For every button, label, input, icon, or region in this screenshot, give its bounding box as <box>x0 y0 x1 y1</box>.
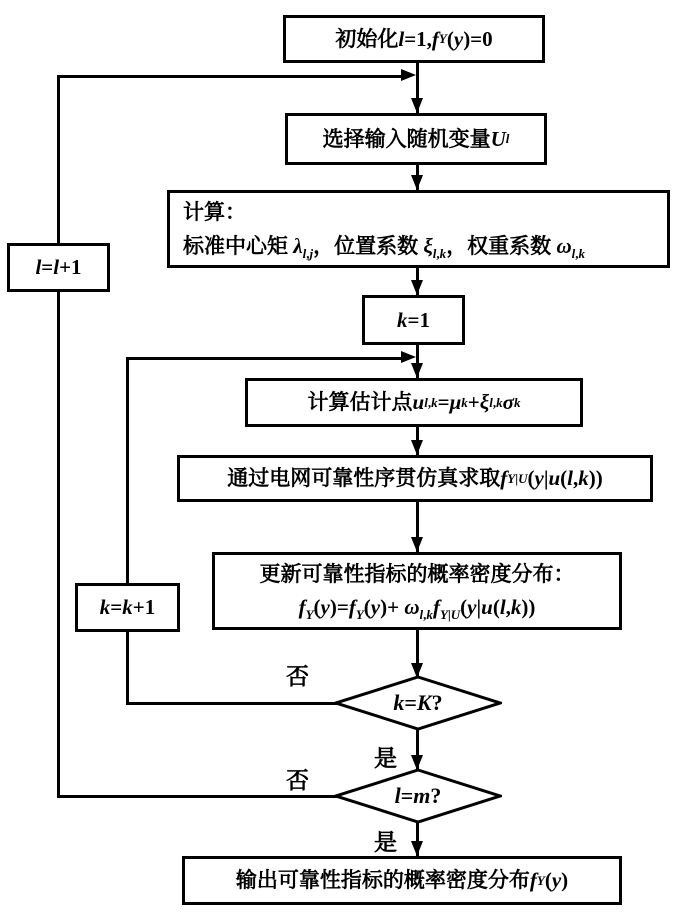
branch-label-no-k: 否 <box>286 664 309 689</box>
branch-label-yes-k: 是 <box>374 746 397 771</box>
node-k-init: k =1 <box>362 295 465 345</box>
connector-l-loop-vertical-upper <box>57 75 60 244</box>
arrowhead-k-loop-merge <box>401 351 416 363</box>
node-sequential-simulation: 通过电网可靠性序贯仿真求取 f Y|U ( y | u ( l , k )) <box>177 455 653 502</box>
node-compute-coefficients <box>167 190 670 268</box>
connector-l-loop-vertical-lower <box>57 292 60 798</box>
connector-k-loop-merge-horizontal <box>126 357 405 360</box>
connector-decision-k-no-horizontal <box>126 702 338 705</box>
decision-k-equals-K-label: k = K ? <box>393 690 443 715</box>
connector-decision-l-no-horizontal <box>57 795 338 798</box>
node-estimate-point: 计算估计点 u l,k = μ k + ξ l,k σ k <box>245 378 583 427</box>
node-output-pdf: 输出可靠性指标的概率密度分布 f Y ( y ) <box>182 856 622 905</box>
arrowhead-into-compute <box>411 175 423 190</box>
arrowhead-into-estimate <box>411 363 423 378</box>
node-increment-l: l = l +1 <box>7 243 110 292</box>
update-line2: $f_Y(y)=f_Y(y)+ \omega_{l,k}f_{Y|U}(y|u(l,k))$ <box>298 595 536 623</box>
node-increment-k: k = k +1 <box>75 583 180 632</box>
node-update-pdf <box>212 552 622 630</box>
connector-k-loop-vertical-lower <box>126 632 129 705</box>
compute-line2: 标准中心矩 $\lambda_{l,j}$，位置系数 $\xi_{l,k}$，权重系数 $\omega_{l,k}$ <box>183 234 586 262</box>
node-select-input-variable: 选择输入随机变量 U l <box>285 113 547 165</box>
connector-k-loop-vertical-upper <box>126 357 129 584</box>
compute-line1: 计算： <box>183 199 246 224</box>
arrowhead-into-output <box>411 841 423 856</box>
arrowhead-into-select <box>411 98 423 113</box>
node-initialize: 初始化 l =1, f Y ( y )=0 <box>283 15 545 63</box>
branch-label-no-l: 否 <box>286 768 309 793</box>
arrowhead-into-kinit <box>411 280 423 295</box>
decision-l-equals-m-label: l = m ? <box>394 783 442 808</box>
branch-label-yes-l: 是 <box>374 830 397 855</box>
connector-l-loop-merge-horizontal <box>57 75 405 78</box>
arrowhead-into-update <box>411 537 423 552</box>
arrowhead-into-simulation <box>411 440 423 455</box>
arrowhead-l-loop-merge <box>401 69 416 81</box>
update-line1: 更新可靠性指标的概率密度分布： <box>259 562 575 587</box>
